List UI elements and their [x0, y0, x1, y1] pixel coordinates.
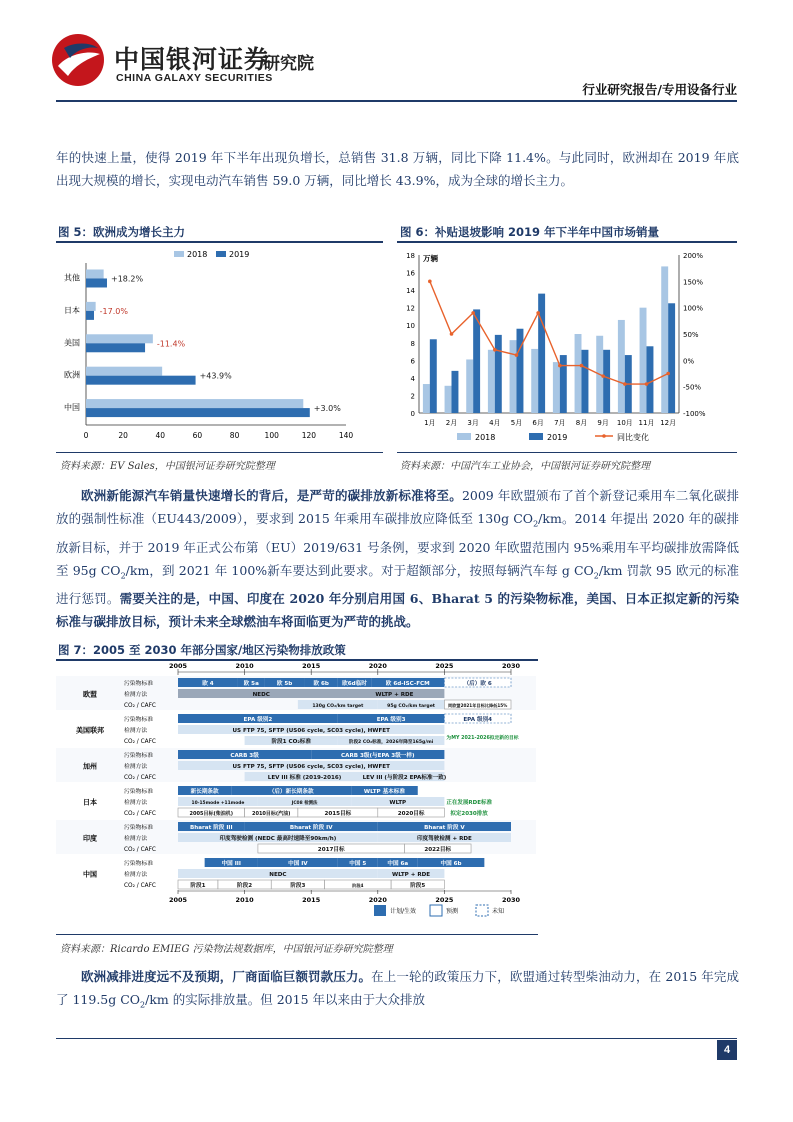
in-drive-cycle-label: 印度驾驶检测 (NEDC 最高时速降至90km/h) [219, 836, 337, 842]
bar-2019 [473, 309, 480, 413]
bar-2018 [575, 334, 582, 413]
bar-2019 [86, 311, 94, 320]
row-label: CO₂ / CAFC [124, 739, 156, 745]
paragraph-intro: 年的快速上量，使得 2019 年下半年出现负增长，总销售 31.8 万辆，同比下降 11.4%。与此同时，欧洲却在 2019 年底出现大规模的增长，实现电动汽车销售 59.0 万辆，同比增长 43.9%，成为全球的增长主力。 [56, 150, 739, 188]
yoy-point [471, 311, 475, 315]
year-label: 2025 [435, 896, 454, 904]
cn-nedc-label: NEDC [269, 872, 287, 878]
growth-label: -11.4% [156, 339, 186, 349]
jp-wltp-label: WLTP [389, 800, 407, 806]
legend-swatch-forecast [430, 905, 442, 916]
para2-bold-lead: 欧洲新能源汽车销量快速增长的背后，是严苛的碳排放新标准将至。 [81, 488, 462, 503]
yoy-point [493, 348, 497, 352]
row-label: 检测方法 [124, 764, 148, 770]
y-tick-label: 0 [410, 410, 415, 418]
x-tick-label: 4月 [489, 419, 501, 427]
jp-post-new-long-term-label: （后）新长期条款 [268, 789, 314, 795]
bar-2019 [86, 408, 310, 417]
eu-co2-130-label: 130g CO₂/km target [312, 704, 364, 709]
ca-carb3-label: CARB 3级 [230, 753, 259, 759]
year-label: 2020 [368, 896, 387, 904]
y-tick-label: 10 [406, 322, 415, 331]
fig6-source: 资料来源：中国汽车工业协会，中国银河证券研究院整理 [400, 461, 650, 472]
legend-label-unknown: 未知 [492, 908, 505, 915]
cn-china5-label: 中国 5 [349, 861, 367, 867]
fig5-chart [56, 245, 383, 450]
row-label: 污染物标准 [124, 681, 153, 687]
year-label: 2010 [235, 662, 254, 670]
header-rule [56, 100, 737, 102]
yoy-point [645, 382, 649, 386]
legend-label-forecast: 预测 [446, 908, 459, 915]
x-tick-label: 9月 [597, 419, 609, 427]
yoy-point [515, 353, 519, 357]
y-axis-unit: 万辆 [423, 254, 438, 263]
y-tick-label: 12 [406, 304, 415, 313]
y2-tick-label: -50% [683, 383, 702, 392]
legend-swatch-unknown [476, 905, 488, 916]
eu-co2-95-label: 95g CO₂/km target [387, 704, 436, 709]
fig7-policy-timeline [56, 661, 538, 933]
yoy-point [623, 382, 627, 386]
eu-euro5a-label: 欧 5a [243, 681, 259, 687]
bar-2018 [86, 334, 153, 343]
yoy-point [558, 364, 562, 368]
legend-swatch-2019 [216, 251, 226, 257]
y-tick-label: 8 [410, 339, 415, 348]
paragraph-eu-standard: 欧洲新能源汽车销量快速增长的背后，是严苛的碳排放新标准将至。2009 年欧盟颁布了首个新登记乘用车二氧化碳排放的强制性标准（EU443/2009），要求到 2015 年乘用车碳排放应降低至 130g $CO_2/km$。2014 年提出 2020 年的碳排放新目标，并于 2019 年正式公布第（EU）2019/631 号条例，要求到 2020 年欧盟范围内 95%乘用车平均碳排放需降低至 95g $CO_2/km$，到 2021 年 100%新车要达到此要求。对于超额部分，按照每辆汽车每 g $CO_2/km$ 罚款 95 欧元的标准进行惩罚。需要关注的是，中国、印度在 2020 年分别启用国 6、Bharat 5 的污染物标准，美国、日本正拟定新的污染标准与碳排放目标，预计未来全球燃油车将面临更为严苛的挑战。 [56, 488, 740, 629]
growth-label: +43.9% [199, 371, 232, 381]
legend-label-planned: 计划/生效 [390, 908, 417, 915]
y-tick-label: 4 [410, 374, 415, 383]
region-eu-label: 欧盟 [83, 690, 97, 699]
bar-2018 [86, 367, 162, 376]
page-number: 4 [717, 1040, 737, 1060]
x-tick-label: 8月 [575, 419, 588, 427]
jp-rde-note: 正在发展RDE标准 [446, 800, 492, 806]
bar-2019 [86, 278, 107, 287]
year-label: 2010 [235, 896, 254, 904]
legend-label-2019: 2019 [547, 433, 568, 442]
row-label: 污染物标准 [124, 717, 153, 723]
ca-lev3-label: LEV III 标准 (2019-2016) [267, 775, 342, 781]
region-us-federal-label: 美国联邦 [76, 726, 104, 735]
y2-tick-label: -100% [683, 410, 706, 418]
row-label: 污染物标准 [124, 753, 153, 759]
us-co2-phase1-label: 阶段1 CO₂标准 [271, 739, 311, 745]
eu-post-euro6-label: （后）欧 6 [463, 681, 492, 687]
cn-phase1-label: 阶段1 [190, 883, 206, 889]
row-label: 检测方法 [124, 800, 148, 806]
growth-label: +18.2% [110, 274, 144, 284]
bar-2018 [445, 386, 452, 413]
x-tick-label: 7月 [554, 419, 566, 427]
in-bharat5-label: Bharat 阶段 V [424, 825, 465, 831]
cn-china6a-label: 中国 6a [387, 861, 409, 867]
in-bharat3-label: Bharat 阶段 III [190, 825, 233, 831]
y2-tick-label: 100% [683, 304, 704, 313]
jp-2030-note: 拟定2030排放 [450, 811, 488, 817]
growth-label: -17.0% [99, 306, 128, 316]
company-name-en: CHINA GALAXY SECURITIES [116, 72, 273, 84]
yoy-point [428, 280, 432, 284]
y-tick-label: 16 [406, 269, 415, 278]
region-california-label: 加州 [83, 762, 97, 771]
fig7-source: 资料来源：Ricardo EMIEG 污染物法规数据库，中国银河证券研究院整理 [60, 944, 393, 955]
paragraph-eu-progress: 欧洲减排进度远不及预期，厂商面临巨额罚款压力。在上一轮的政策压力下，欧盟通过转型柴油动力，在 2015 年完成了 119.5g $CO_2/km$ 的实际排放量。但 2015 年以来由于大众排放 [56, 969, 739, 1010]
bar-2018 [423, 384, 430, 413]
eu-euro4-label: 欧 4 [202, 681, 214, 687]
cn-china3-label: 中国 III [221, 861, 241, 867]
jp-target-2020-label: 2020目标 [397, 811, 425, 817]
x-tick-label: 20 [118, 431, 128, 440]
us-co2-phase2-label: 阶段2 CO₂标准，2026年降至165g/mi [348, 740, 434, 745]
y-tick-label: 14 [406, 287, 415, 296]
footer-rule [56, 1038, 737, 1039]
bar-2018 [466, 359, 473, 413]
fig7-title: 图 7：2005 至 2030 年部分国家/地区污染物排放政策 [58, 643, 346, 657]
y-tick-label: 2 [410, 392, 415, 401]
jp-jc08-label: JC08 检测法 [291, 801, 318, 806]
x-tick-label: 80 [229, 431, 240, 440]
y-tick-label: 6 [410, 357, 415, 366]
category-label: 美国 [64, 338, 80, 348]
para3-bold-lead: 欧洲减排进度远不及预期，厂商面临巨额罚款压力。 [81, 969, 372, 984]
bar-2018 [618, 320, 625, 413]
para2-bold-tail: 需要关注的是，中国、印度在 2020 年分别启用国 6、Bharat 5 的污染物标准，美国、日本正拟定新的污染标准与碳排放目标，预计未来全球燃油车将面临更为严苛的挑战。 [56, 591, 739, 629]
in-drive-rde-label: 印度驾驶检测 + RDE [416, 836, 472, 842]
year-label: 2015 [302, 662, 321, 670]
legend-swatch-2018 [457, 433, 471, 440]
bar-2018 [510, 340, 517, 413]
bar-2019 [452, 371, 459, 413]
x-tick-label: 10月 [616, 419, 633, 427]
eu-euro5b-label: 欧 5b [276, 681, 293, 687]
bar-2018 [553, 362, 560, 413]
row-label: 污染物标准 [124, 825, 153, 831]
bar-2019 [647, 346, 654, 413]
jp-target-2005-label: 2005目标(柴油机) [189, 811, 234, 817]
in-target-2022-label: 2022目标 [424, 847, 452, 853]
bar-2019 [430, 339, 437, 413]
bar-2019 [86, 343, 145, 352]
row-label: CO₂ / CAFC [124, 703, 156, 709]
ca-lev3-epa-label: LEV III (与阶段2 EPA标准一致) [362, 775, 447, 781]
cn-phase2-label: 阶段2 [237, 883, 253, 889]
y2-tick-label: 50% [683, 331, 699, 339]
fig6-title: 图 6：补贴退坡影响 2019 年下半年中国市场销量 [400, 225, 660, 239]
bar-2018 [86, 399, 303, 408]
x-tick-label: 11月 [638, 419, 655, 427]
fig5-title: 图 5：欧洲成为增长主力 [58, 225, 186, 239]
x-tick-label: 0 [83, 431, 89, 440]
region-japan-label: 日本 [83, 798, 97, 807]
institute-label: 研究院 [263, 54, 314, 74]
x-tick-label: 6月 [532, 419, 544, 427]
company-name-cn: 中国银河证券 [114, 45, 271, 74]
row-label: CO₂ / CAFC [124, 811, 156, 817]
ca-carb3-epa-label: CARB 3级(与EPA 3级一样) [341, 753, 415, 759]
bar-2019 [517, 329, 524, 413]
ca-test-method-label: US FTP 75, SFTP (US06 cycle, SC03 cycle), HWFET [232, 764, 390, 770]
us-epa-tier3-label: EPA 级别3 [376, 717, 406, 723]
eu-euro6b-label: 欧 6b [313, 681, 329, 687]
us-test-method-label: US FTP 75, SFTP (US06 cycle, SC03 cycle), HWFET [232, 728, 390, 734]
x-tick-label: 2月 [445, 419, 458, 427]
y2-tick-label: 200% [683, 252, 704, 260]
eu-nedc-label: NEDC [252, 692, 270, 698]
x-tick-label: 1月 [424, 419, 436, 427]
row-label: 污染物标准 [124, 861, 153, 867]
eu-euro6d-isc-label: 欧 6d-ISC-FCM [385, 681, 430, 687]
jp-target-2015-label: 2015目标 [324, 811, 352, 817]
year-label: 2005 [168, 896, 188, 904]
region-china-label: 中国 [83, 870, 97, 879]
eu-co2-2030-label: 同欧盟2021年目标比降低15% [448, 703, 508, 708]
legend-label-yoy: 同比变化 [617, 433, 649, 442]
category-label: 欧洲 [64, 370, 80, 380]
y-tick-label: 18 [406, 252, 415, 260]
category-label: 日本 [64, 305, 80, 315]
x-tick-label: 120 [301, 431, 317, 440]
bar-2019 [86, 376, 196, 385]
cn-wltp-label: WLTP + RDE [392, 872, 431, 878]
row-label: 检测方法 [124, 692, 148, 698]
jp-wltp-base-label: WLTP 基本标准 [363, 789, 405, 795]
yoy-line [430, 281, 668, 384]
category-label: 其他 [64, 273, 80, 283]
x-tick-label: 12月 [660, 419, 677, 427]
bar-2018 [86, 302, 96, 311]
x-tick-label: 40 [155, 431, 166, 440]
row-label: 检测方法 [124, 872, 148, 878]
bar-2019 [603, 350, 610, 413]
fig6-chart [397, 245, 737, 450]
yoy-point [580, 364, 584, 368]
category-label: 中国 [64, 403, 80, 413]
bar-2019 [668, 303, 675, 413]
growth-label: +3.0% [313, 404, 341, 414]
eu-wltp-label: WLTP + RDE [375, 692, 414, 698]
us-new-target-note: 为MY 2021-2026拟定新的目标 [446, 736, 519, 741]
year-label: 2030 [501, 896, 521, 904]
legend-label-2018: 2018 [187, 250, 208, 259]
legend-label-2019: 2019 [229, 250, 250, 259]
galaxy-logo-icon [50, 32, 106, 88]
legend-swatch-2018 [174, 251, 184, 257]
row-label: 检测方法 [124, 836, 148, 842]
yoy-point [601, 374, 605, 378]
fig6-rule [397, 241, 737, 243]
jp-new-long-term-label: 新长期条款 [190, 789, 219, 795]
us-epa-tier4-label: EPA 级别4 [463, 717, 493, 723]
cn-phase5-label: 阶段5 [410, 883, 426, 889]
row-label: 检测方法 [124, 728, 148, 734]
row-label: CO₂ / CAFC [124, 847, 156, 853]
legend-label-2018: 2018 [475, 433, 496, 442]
eu-euro6d-temp-label: 欧6d临时 [342, 681, 367, 687]
bar-2019 [582, 350, 589, 413]
x-tick-label: 100 [264, 431, 279, 440]
jp-target-2010-label: 2010目标(汽油) [251, 811, 291, 817]
cn-china4-label: 中国 IV [288, 861, 308, 867]
jp-1015-mode-label: 10-15mode +11mode [191, 801, 245, 806]
x-tick-label: 5月 [510, 419, 523, 427]
row-label: CO₂ / CAFC [124, 775, 156, 781]
year-label: 2005 [168, 662, 188, 670]
legend-swatch-planned [374, 905, 386, 916]
cn-phase4-label: 阶段4 [352, 883, 364, 888]
bar-2018 [661, 266, 668, 413]
fig5-source: 资料来源：EV Sales，中国银河证券研究院整理 [60, 461, 275, 472]
cn-phase3-label: 阶段3 [290, 883, 306, 889]
year-label: 2020 [368, 662, 387, 670]
cn-china6b-label: 中国 6b [440, 861, 462, 867]
year-label: 2030 [501, 662, 521, 670]
region-india-label: 印度 [83, 834, 97, 843]
yoy-point [536, 311, 540, 315]
legend-marker-yoy [602, 434, 606, 438]
y2-tick-label: 0% [683, 357, 695, 366]
bar-2018 [86, 269, 104, 278]
x-tick-label: 140 [338, 431, 354, 440]
bar-2019 [560, 355, 567, 413]
year-label: 2025 [435, 662, 454, 670]
year-label: 2015 [302, 896, 321, 904]
bar-2018 [488, 350, 495, 413]
x-tick-label: 3月 [467, 419, 479, 427]
yoy-point [666, 372, 670, 376]
row-label: CO₂ / CAFC [124, 883, 156, 889]
us-epa-tier2-label: EPA 级别2 [243, 717, 273, 723]
fig5-rule [56, 241, 383, 243]
in-target-2017-label: 2017目标 [317, 847, 345, 853]
row-label: 污染物标准 [124, 789, 153, 795]
bar-2019 [495, 335, 502, 413]
x-tick-label: 60 [192, 431, 203, 440]
in-bharat4-label: Bharat 阶段 IV [289, 825, 333, 831]
y2-tick-label: 150% [683, 278, 704, 287]
legend-swatch-2019 [529, 433, 543, 440]
bar-2018 [640, 308, 647, 413]
report-type: 行业研究报告/专用设备行业 [582, 82, 737, 97]
bar-2018 [531, 349, 538, 413]
yoy-point [450, 332, 454, 336]
